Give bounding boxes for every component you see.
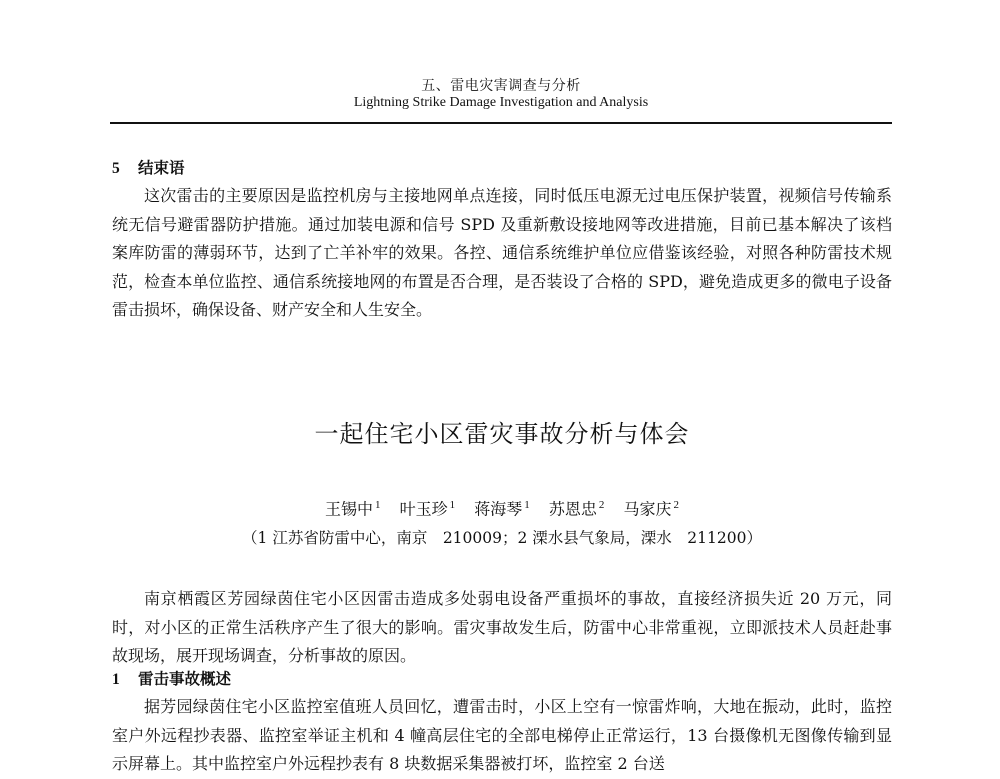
author-name: 叶玉珍	[399, 499, 448, 519]
header-divider	[110, 122, 892, 124]
author-name: 蒋海琴	[474, 499, 523, 519]
intro-paragraph: 南京栖霞区芳园绿茵住宅小区因雷击造成多处弱电设备严重损坏的事故，直接经济损失近 20 万元，同时，对小区的正常生活秩序产生了很大的影响。雷灾事故发生后，防雷中心非常重视，立即派技术人员赶赴事故现场，展开现场调查，分析事故的原因。	[112, 589, 892, 666]
author-name: 马家庆	[623, 499, 672, 519]
section-conclusion	[112, 155, 892, 325]
section-heading-text: 结束语	[138, 159, 185, 177]
article-title: 一起住宅小区雷灾事故分析与体会	[314, 420, 690, 448]
author-name: 苏恩忠	[548, 499, 597, 519]
author	[400, 492, 456, 522]
section-heading	[112, 666, 892, 693]
header-title-en: Lightning Strike Damage Investigation and Analysis	[353, 95, 649, 110]
abstract-intro	[112, 585, 892, 671]
overview-paragraph: 据芳园绿茵住宅小区监控室值班人员回忆，遭雷击时，小区上空有一惊雷炸响，大地在振动，此时，监控室户外远程抄表器、监控室举证主机和 4 幢高层住宅的全部电梯停止正常运行，13 台摄像机无图像传输到显示屏幕上。其中监控室户外远程抄表有 8 块数据采集器被打坏，监控室 2 台送	[112, 697, 892, 774]
section-overview	[112, 666, 892, 779]
author-list	[112, 492, 892, 522]
author-affiliation-mark: 2	[598, 499, 605, 511]
author-affiliation-mark: 1	[524, 499, 530, 511]
author-affiliation-mark: 1	[375, 499, 381, 511]
section-heading	[112, 155, 892, 182]
author-affiliation-mark: 2	[673, 499, 679, 511]
conclusion-paragraph: 这次雷击的主要原因是监控机房与主接地网单点连接，同时低压电源无过电压保护装置，视频信号传输系统无信号避雷器防护措施。通过加装电源和信号 SPD 及重新敷设接地网等改进措施，目前已基本解决了该档案库防雷的薄弱环节，达到了亡羊补牢的效果。各控、通信系统维护单位应借鉴该经验，对照各种防雷技术规范，检查本单位监控、通信系统接地网的布置是否合理，是否装设了合格的 SPD，避免造成更多的微电子设备雷击损坏，确保设备、财产安全和人生安全。	[112, 186, 892, 320]
author-name: 王锡中	[325, 499, 374, 519]
running-header	[110, 76, 892, 111]
author	[623, 492, 679, 522]
author	[549, 492, 605, 522]
header-title-zh: 五、雷电灾害调查与分析	[421, 78, 581, 94]
author	[325, 492, 381, 522]
section-number: 5	[112, 160, 120, 177]
author-affiliation-mark: 1	[449, 499, 456, 511]
section-heading-text: 雷击事故概述	[138, 670, 232, 688]
affiliation-line: （1 江苏省防雷中心，南京 210009；2 溧水县气象局，溧水 211200）	[242, 529, 762, 547]
author	[474, 492, 530, 522]
section-number: 1	[112, 671, 120, 688]
